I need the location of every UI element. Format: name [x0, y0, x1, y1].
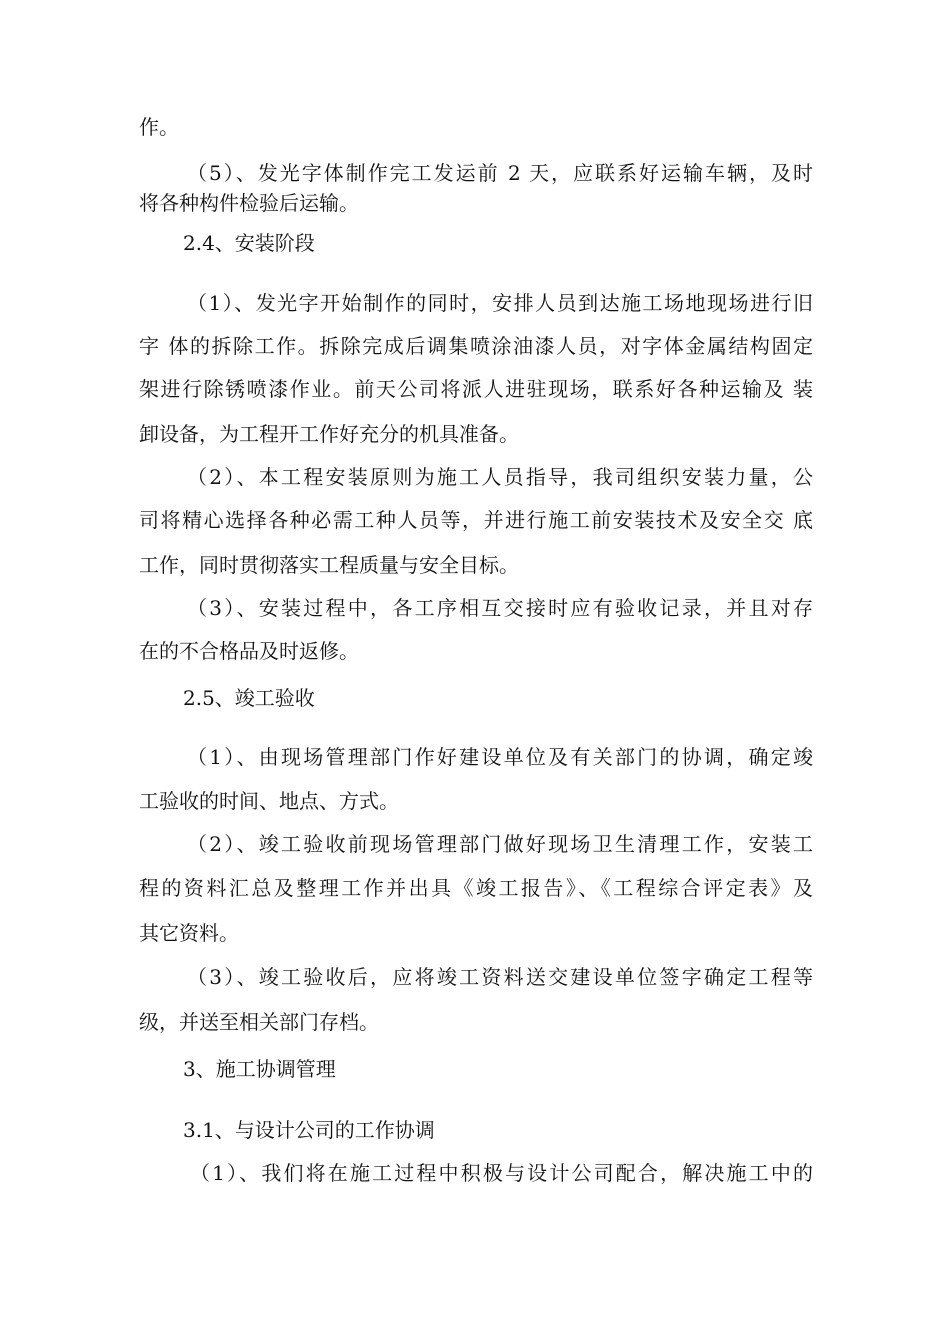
text-line: 程的资料汇总及整理工作并出具《竣工报告》、《工程综合评定表》及 [139, 876, 813, 900]
text-line: 字 体的拆除工作。拆除完成后调集喷涂油漆人员，对字体金属结构固定 [139, 334, 813, 358]
text-line: 其它资料。 [139, 921, 239, 945]
text-line: （5）、发光字体制作完工发运前 2 天，应联系好运输车辆，及时 [187, 161, 813, 185]
text-line: （2）、本工程安装原则为施工人员指导，我司组织安装力量，公 [187, 465, 813, 489]
text-line: （1）、我们将在施工过程中积极与设计公司配合，解决施工中的 [190, 1161, 813, 1185]
section-heading: 2.4、安装阶段 [183, 231, 315, 255]
text-line: 作。 [139, 115, 179, 139]
text-line: 卸设备，为工程开工作好充分的机具准备。 [139, 422, 519, 446]
text-line: 级，并送至相关部门存档。 [139, 1010, 379, 1034]
text-line: 工作，同时贯彻落实工程质量与安全目标。 [139, 553, 519, 577]
text-line: 架进行除锈喷漆作业。前天公司将派人进驻现场，联系好各种运输及 装 [139, 377, 813, 401]
text-line: （1）、由现场管理部门作好建设单位及有关部门的协调，确定竣 [187, 745, 813, 769]
section-heading: 2.5、竣工验收 [183, 686, 315, 710]
text-line: （1）、发光字开始制作的同时，安排人员到达施工场地现场进行旧 [187, 291, 813, 315]
text-line: （2）、竣工验收前现场管理部门做好现场卫生清理工作，安装工 [187, 832, 813, 856]
section-heading: 3、施工协调管理 [183, 1057, 336, 1081]
text-line: （3）、安装过程中，各工序相互交接时应有验收记录，并且对存 [187, 596, 813, 620]
text-line: （3）、竣工验收后，应将竣工资料送交建设单位签字确定工程等 [187, 965, 813, 989]
text-line: 司将精心选择各种必需工种人员等，并进行施工前安装技术及安全交 底 [139, 508, 813, 532]
section-heading: 3.1、与设计公司的工作协调 [183, 1118, 435, 1142]
text-line: 将各种构件检验后运输。 [139, 191, 359, 215]
text-line: 工验收的时间、地点、方式。 [139, 789, 399, 813]
text-line: 在的不合格品及时返修。 [139, 639, 359, 663]
